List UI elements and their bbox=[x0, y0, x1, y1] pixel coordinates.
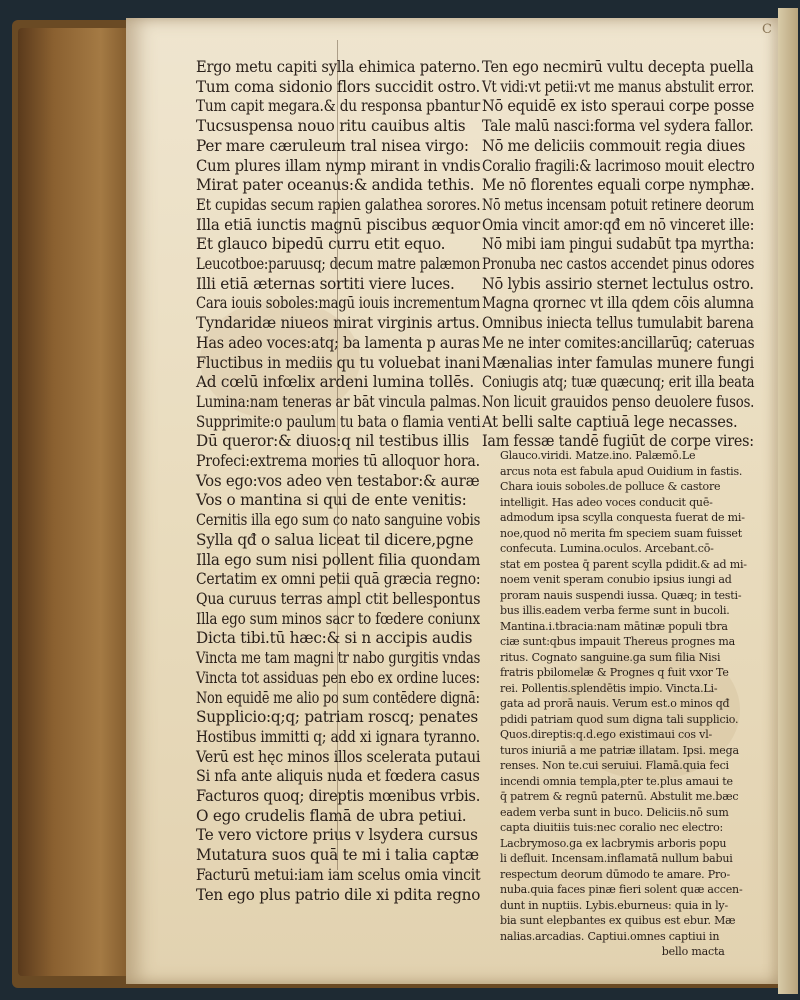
commentary-line: noem venit speram conubio ipsius iungi ad bbox=[499, 573, 732, 586]
verse-line: Has adeo voces:atq; ba lamenta p auras bbox=[196, 333, 480, 352]
verse-line: Non licuit grauidos penso deuolere fusos. bbox=[482, 392, 755, 411]
verse-line: Nō mibi iam pingui sudabūt tpa myrtha: bbox=[482, 235, 755, 254]
commentary-line: Lacbrymoso.ga ex lacbrymis arboris popu bbox=[499, 836, 727, 850]
commentary-line: admodum ipsa scylla conquesta fuerat de mi- bbox=[499, 511, 745, 524]
verse-line: Dū queror:& diuos:q nil testibus illis bbox=[196, 432, 470, 451]
verse-line: Me nō florentes equali corpe nymphæ. bbox=[482, 176, 755, 195]
verse-line: Leucotboe:paruusq; decum matre palæmon bbox=[196, 255, 481, 274]
commentary-line: gata ad prorā nauis. Verum est.o minos qđ bbox=[499, 697, 730, 710]
verse-line: Vt vidi:vt petii:vt me manus abstulit error. bbox=[482, 77, 755, 96]
commentary-line: renses. Non te.cui seruiui. Flamā.quia feci bbox=[499, 759, 729, 772]
commentary-line: confecuta. Lumina.oculos. Arcebant.cō- bbox=[499, 542, 714, 555]
verse-line: Ten ego plus patrio dile xi pdita regno bbox=[196, 885, 481, 904]
commentary-line: bia sunt elepbantes ex quibus est ebur. Mæ bbox=[499, 914, 736, 927]
verse-line: Hostibus immitti q; add xi ignara tyranno. bbox=[196, 727, 480, 746]
verse-line: Mirat pater oceanus:& andida tethis. bbox=[196, 176, 475, 195]
verse-line: Si nfa ante aliquis nuda et fœdera casus bbox=[196, 767, 480, 786]
commentary-line: li defluit. Incensam.inflamatā nullum babui bbox=[499, 852, 733, 865]
verse-line: Qua curuus terras ampl ctit bellespontus bbox=[196, 589, 481, 608]
commentary-line: nuba.quia faces pinæ fieri solent quæ accen- bbox=[499, 883, 743, 896]
verse-line: Nō equidē ex isto speraui corpe posse bbox=[482, 97, 755, 116]
verse-line: Coralio fragili:& lacrimoso mouit electro bbox=[482, 156, 755, 175]
commentary-line: arcus nota est fabula apud Ouidium in fastis. bbox=[499, 464, 743, 478]
verse-line: Mænalias inter famulas munere fungi bbox=[482, 353, 755, 372]
verse-line: Omnibus iniecta tellus tumulabit barena bbox=[482, 314, 754, 333]
commentary-line: Chara iouis soboles.de polluce & castore bbox=[499, 480, 721, 493]
verse-line: Et cupidas secum rapien galathea sorores. bbox=[196, 195, 481, 214]
verse-line: Illa ego sum nisi pollent filia quondam bbox=[196, 550, 481, 569]
verse-line: Cara iouis soboles:magū iouis incrementum bbox=[196, 294, 481, 313]
verse-line: Ten ego necmirū vultu decepta puella bbox=[482, 58, 754, 76]
commentary-line: ritus. Cognato sanguine.ga sum filia Nisi bbox=[499, 650, 721, 664]
commentary-line: dunt in nuptiis. Lybis.eburneus: quia in ly- bbox=[499, 898, 728, 912]
verse-column-left bbox=[196, 58, 486, 905]
verse-line: Magna qrornec vt illa qdem cōis alumna bbox=[482, 294, 754, 313]
commentary-line: proram nauis suspendi iussa. Quæq; in testi- bbox=[499, 588, 742, 602]
verse-line: Iam fessæ tandē fugiūt de corpe vires: bbox=[482, 432, 754, 451]
verse-line: Facturū metui:iam iam scelus omia vincit bbox=[196, 865, 481, 884]
commentary-line: ciæ sunt:qbus impauit Thereus prognes ma bbox=[499, 635, 736, 648]
commentary-line: fratris pbilomelæ & Prognes q fuit vxor Te bbox=[499, 666, 729, 679]
verse-line: Cum plures illam nymp mirant in vndis bbox=[196, 156, 481, 175]
commentary-line: Glauco.viridi. Matze.ino. Palæmō.Le bbox=[499, 449, 696, 462]
verse-line: Cernitis illa ego sum co nato sanguine vobis bbox=[196, 511, 481, 530]
verse-line: Ad cœlū infœlix ardeni lumina tollēs. bbox=[196, 373, 474, 392]
commentary-block bbox=[498, 448, 764, 960]
verse-line: Te vero victore prius v lsydera cursus bbox=[196, 826, 478, 845]
verse-line: Ergo metu capiti sylla ehimica paterno. bbox=[196, 58, 481, 76]
verse-line: Sylla qđ o salua liceat til dicere,pgne bbox=[196, 530, 474, 549]
commentary-line: q̄ patrem & regnū paternū. Abstulit me.bæc bbox=[499, 790, 739, 803]
commentary-line: turos iniuriā a me patriæ illatam. Ipsi. mega bbox=[499, 743, 739, 757]
commentary-line: bus illis.eadem verba ferme sunt in bucoli. bbox=[499, 604, 730, 617]
verse-line: Facturos quoq; direptis mœnibus vrbis. bbox=[196, 787, 481, 806]
verse-line: Tum capit megara.& du responsa pbantur bbox=[196, 97, 481, 116]
verse-line: Fluctibus in mediis qu tu voluebat inani bbox=[196, 353, 481, 372]
verse-line: Illi etiā æternas sortiti viere luces. bbox=[196, 274, 455, 293]
commentary-line: pdidi patriam quod sum digna tali supplicio. bbox=[499, 712, 739, 726]
verse-line: Nō metus incensam potuit retinere deorum bbox=[482, 195, 755, 214]
verse-line: O ego crudelis flamā de ubra petiui. bbox=[196, 806, 467, 825]
verse-line: Tucsuspensa nouo ritu cauibus altis bbox=[196, 117, 466, 136]
commentary-line: bello macta bbox=[661, 945, 725, 958]
verse-line: Vos o mantina si qui de ente venitis: bbox=[196, 491, 467, 510]
verse-line: Omia vincit amor:qđ em nō vinceret ille: bbox=[482, 215, 755, 234]
commentary-line: noe,quod nō merita fm speciem suam fuisset bbox=[499, 526, 742, 540]
facing-page-edge bbox=[778, 8, 798, 994]
verse-line: Non equidē me alio po sum contēdere dignā: bbox=[196, 688, 480, 707]
commentary-line: capta diuitiis tuis:nec coralio nec electro: bbox=[499, 821, 724, 834]
verse-line: Et glauco bipedū curru etit equo. bbox=[196, 235, 446, 254]
verse-line: Dicta tibi.tū hæc:& si n accipis audis bbox=[196, 629, 473, 648]
verse-column-right bbox=[482, 58, 772, 452]
commentary-line: Mantina.i.tbracia:nam mātinæ populi tbra bbox=[499, 619, 728, 633]
commentary-line: intelligit. Has adeo voces conducit quē- bbox=[499, 495, 713, 509]
verse-line: Vincta tot assiduas pen ebo ex ordine luces: bbox=[196, 668, 480, 687]
commentary-line: eadem verba sunt in buco. Deliciis.nō sum bbox=[499, 805, 729, 819]
verse-line: Nō lybis assirio sternet lectulus ostro. bbox=[482, 274, 754, 293]
verse-line: Mutatura suos quā te mi i talia captæ bbox=[196, 846, 479, 865]
page-fore-edge bbox=[18, 28, 136, 976]
verse-line: Verū est hęc minos illos scelerata putaui bbox=[196, 747, 481, 766]
verse-line: Per mare cæruleum tral nisea virgo: bbox=[196, 136, 469, 155]
verse-line: Supplicio:q;q; patriam roscq; penates bbox=[196, 708, 479, 727]
commentary-line: incendi omnia templa,pter te.plus amaui te bbox=[499, 774, 733, 788]
verse-line: Vincta me tam magni tr nabo gurgitis vndas bbox=[196, 649, 481, 668]
verse-line: Pronuba nec castos accendet pinus odores bbox=[482, 255, 755, 274]
verse-line: Illa ego sum minos sacr to fœdere coniunx bbox=[196, 609, 480, 628]
verse-line: Vos ego:vos adeo ven testabor:& auræ bbox=[196, 471, 480, 490]
verse-line: Supprimite:o paulum tu bata o flamia venti bbox=[196, 412, 481, 431]
verse-line: Tum coma sidonio flors succidit ostro. bbox=[196, 77, 481, 96]
commentary-line: Quos.direptis:q.d.ego existimaui cos vl- bbox=[499, 728, 713, 741]
verse-line: Tyndaridæ niueos mirat virginis artus. bbox=[196, 314, 480, 333]
commentary-line: respectum deorum dūmodo te amare. Pro- bbox=[499, 867, 731, 881]
corner-mark: C bbox=[762, 22, 772, 37]
verse-line: Lumina:nam teneras ar bāt vincula palmas. bbox=[196, 392, 481, 411]
verse-line: Me ne inter comites:ancillarūq; cateruas bbox=[482, 333, 755, 352]
verse-line: Tale malū nasci:forma vel sydera fallor. bbox=[482, 117, 754, 136]
commentary-line: stat em postea q̄ parent scylla pdidit.& ad mi- bbox=[499, 557, 747, 571]
commentary-line: rei. Pollentis.splendētis impio. Vincta.Li- bbox=[499, 681, 718, 695]
verse-line: Nō me deliciis commouit regia diues bbox=[482, 136, 746, 155]
verse-line: Illa etiā iunctis magnū piscibus æquor bbox=[196, 215, 480, 234]
verse-line: Profeci:extrema mories tū alloquor hora. bbox=[196, 452, 480, 471]
verse-line: Certatim ex omni petii quā græcia regno: bbox=[196, 570, 481, 589]
commentary-line: nalias.arcadias. Captiui.omnes captiui in bbox=[499, 929, 720, 943]
verse-line: Coniugis atq; tuæ quæcunq; erit illa beata bbox=[482, 373, 755, 392]
verse-line: At belli salte captiuā lege necasses. bbox=[482, 412, 738, 431]
